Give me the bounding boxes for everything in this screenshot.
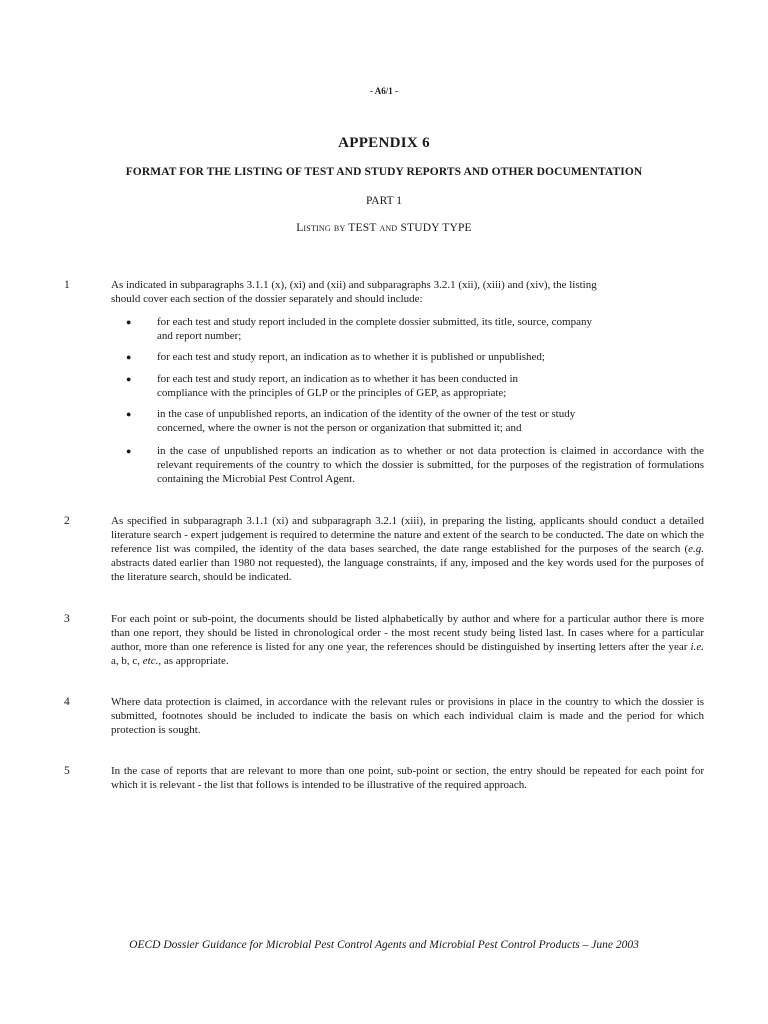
paragraph-text: For each point or sub-point, the documents should be listed alphabetically by author and where for a particular author there is more than one report, they should be listed in chronological order - the most recent study being listed last. In cases where for a particular author, more than one reference is listed for any one year, the references should be distinguished by inserting letters after the year i.e. a, b, c, etc., as appropriate.: [111, 613, 704, 667]
bullet-icon: ●: [126, 446, 132, 456]
paragraph-number: 3: [64, 613, 70, 625]
paragraph-number: 4: [64, 696, 70, 708]
bullet-icon: ●: [126, 374, 132, 384]
paragraph-number: 1: [64, 279, 70, 291]
paragraph-text: As specified in subparagraph 3.1.1 (xi) and subparagraph 3.2.1 (xiii), in preparing the listing, applicants should conduct a detailed literature search - expert judgement is required to determine the nature and extent of the search to be conducted. The date on which the reference list was compiled, the identity of the data bases searched, the date range established for the purposes of the search (e.g. abstracts dated earlier than 1980 not requested), the language constraints, if any, imposed and the key words used for the purposes of the literature search, should be indicated.: [111, 515, 704, 583]
paragraph-number: 5: [64, 765, 70, 777]
list-item-text: in the case of unpublished reports, an indication of the identity of the owner of the test or study concerned, where the owner is not the person or organization that submitted it; and: [157, 408, 576, 434]
paragraph-number: 2: [64, 515, 70, 527]
list-item-text: for each test and study report included in the complete dossier submitted, its title, source, company and report number;: [157, 316, 592, 342]
list-item-text: for each test and study report, an indication as to whether it has been conducted in compliance with the principles of GLP or the principles of GEP, as appropriate;: [157, 373, 519, 399]
list-item-text: for each test and study report, an indication as to whether it is published or unpublished;: [157, 351, 545, 363]
part-label: PART 1: [365, 195, 403, 207]
page-footer: OECD Dossier Guidance for Microbial Pest Control Agents and Microbial Pest Control Products – June 2003: [129, 939, 639, 951]
paragraph-text: In the case of reports that are relevant to more than one point, sub-point or section, the entry should be repeated for each point for which it is relevant - the list that follows is intended to be illustrative of the required approach.: [111, 765, 704, 791]
page-identifier: - A6/1 -: [370, 86, 398, 96]
bullet-icon: ●: [126, 409, 132, 419]
paragraph-text: As indicated in subparagraphs 3.1.1 (x), (xi) and (xii) and subparagraphs 3.2.1 (xii), (xiii) and (xiv), the listing should cover each section of the dossier separately and should include:: [111, 279, 597, 305]
bullet-icon: ●: [126, 317, 132, 327]
appendix-title: APPENDIX 6: [338, 135, 430, 151]
list-item-text: in the case of unpublished reports an indication as to whether or not data protection is claimed in accordance with the relevant requirements of the country to which the dossier is submitted, for the purposes of the registration of formulations containing the Microbial Pest Control Agent.: [157, 445, 704, 485]
section-title: Listing by TEST and STUDY TYPE: [296, 222, 472, 234]
paragraph-text: Where data protection is claimed, in accordance with the relevant rules or provisions in place in the country to which the dossier is submitted, footnotes should be included to indicate the basis on which each individual claim is made and the period for which protection is sought.: [111, 696, 704, 736]
document-title: FORMAT FOR THE LISTING OF TEST AND STUDY REPORTS AND OTHER DOCUMENTATION: [125, 166, 643, 178]
bullet-icon: ●: [126, 352, 132, 362]
